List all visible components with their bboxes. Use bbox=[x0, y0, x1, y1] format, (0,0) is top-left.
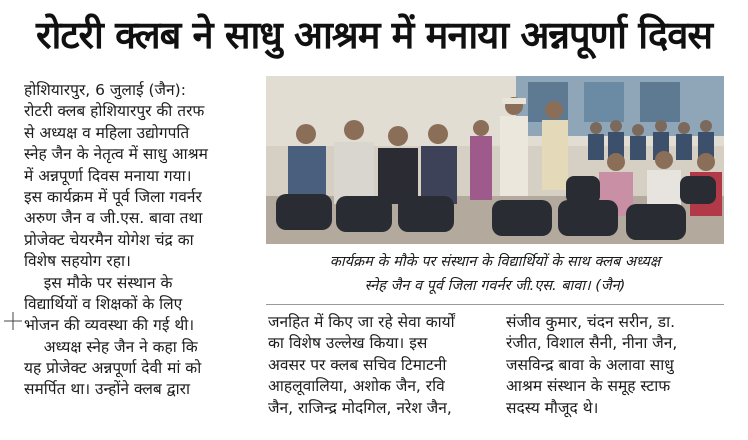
text-line: होशियारपुर, 6 जुलाई (जैन): bbox=[24, 81, 186, 99]
text-line: जसविन्द्र बावा के अलावा साधु bbox=[506, 355, 674, 374]
event-photo bbox=[266, 76, 724, 244]
text-line: भोजन की व्यवस्था की गई थी। bbox=[24, 316, 195, 335]
text-line: प्रोजेक्ट चेयरमैन योगेश चंद्र का bbox=[24, 230, 194, 249]
caption-line: कार्यक्रम के मौके पर संस्थान के विद्यार्थियों के साथ क्लब अध्यक्ष bbox=[329, 254, 661, 270]
text-line: विशेष सहयोग रहा। bbox=[24, 252, 131, 271]
text-line: रोटरी क्लब होशियारपुर की तरफ bbox=[24, 102, 205, 121]
text-line: यह प्रोजेक्ट अन्नपूर्णा देवी मां को bbox=[24, 359, 202, 378]
text-line: का विशेष उल्लेख किया। इस bbox=[268, 334, 428, 353]
text-line: इस मौके पर संस्थान के bbox=[24, 273, 173, 292]
article-column-3 bbox=[506, 312, 736, 419]
text-line: अरुण जैन व जी.एस. बावा तथा bbox=[24, 209, 203, 228]
event-photo-illustration bbox=[266, 76, 724, 244]
text-line: संजीव कुमार, चंदन सरीन, डा. bbox=[506, 313, 676, 331]
text-line: समर्पित था। उन्होंने क्लब द्वारा bbox=[24, 380, 190, 399]
text-line: अध्यक्ष स्नेह जैन ने कहा कि bbox=[24, 337, 198, 356]
headline: रोटरी क्लब ने साधु आश्रम में मनाया अन्नपूर्णा दिवस bbox=[35, 13, 713, 57]
text-line: में अन्नपूर्णा दिवस मनाया गया। bbox=[24, 166, 192, 185]
article-column-1 bbox=[24, 80, 262, 401]
text-line: इस कार्यक्रम में पूर्व जिला गवर्नर bbox=[24, 187, 202, 206]
text-line: अवसर पर क्लब सचिव टिमाटनी bbox=[268, 355, 447, 374]
text-line: जनहित में किए जा रहे सेवा कार्यों bbox=[268, 313, 455, 331]
text-line: स्नेह जैन के नेतृत्व में साधु आश्रम bbox=[24, 145, 208, 164]
text-line: से अध्यक्ष व महिला उद्योगपति bbox=[24, 123, 190, 142]
caption-line: स्नेह जैन व पूर्व जिला गवर्नर जी.एस. बावा। (जैन) bbox=[364, 278, 626, 294]
text-line: विद्यार्थियों व शिक्षकों के लिए bbox=[24, 294, 183, 313]
text-line: आहलूवालिया, अशोक जैन, रवि bbox=[268, 377, 445, 396]
text-line: आश्रम संस्थान के समूह स्टाफ bbox=[506, 377, 671, 396]
caption-divider bbox=[266, 304, 724, 305]
photo-caption bbox=[266, 250, 724, 302]
text-line: जैन, राजिन्द्र मोदगिल, नरेश जैन, bbox=[268, 398, 452, 417]
article-column-2 bbox=[268, 312, 498, 419]
text-line: रंजीत, विशाल सैनी, नीना जैन, bbox=[506, 334, 678, 353]
text-line: सदस्य मौजूद थे। bbox=[506, 398, 599, 417]
crop-mark-icon bbox=[4, 312, 22, 330]
